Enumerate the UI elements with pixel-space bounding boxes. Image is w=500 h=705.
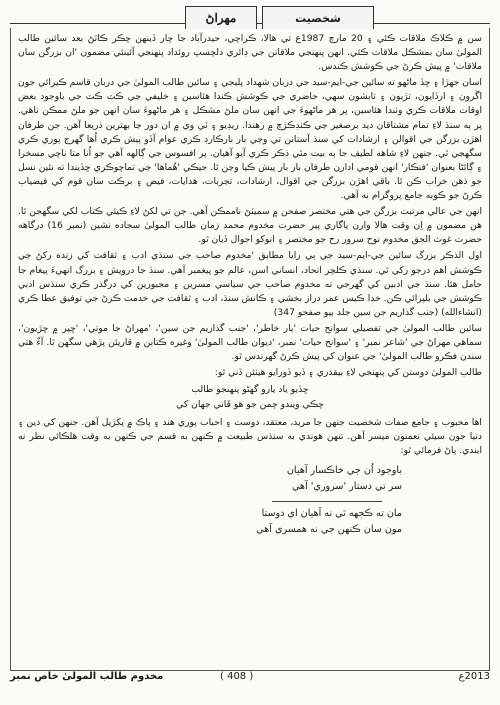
article-body	[18, 32, 482, 544]
issue-year: 2013ع	[458, 671, 490, 682]
verse-line: مان ته ڪجهه ٿي نه آهيان اي دوستا	[261, 507, 402, 519]
paragraph-3: انهن جي عالي مرتبت بزرگن جي هتي مختصر صفحن ۾ سميٽڻ ناممڪن آهي. جن تي لکڻ لاءِ ڪيئي ڪتاب لکي سگهجن ٿا. هن مضمون ۾ اِن وقت هالا وارن ياگاري پير حضرت مخدوم محمد زمان طالب المولىٰ سجاده نشين (نمبر 16) درگاهه حضرت غوث الحق مخدوم نوح سرور رح جو مختصر ۽ انوکو احوال ڏيان ٿو.	[18, 206, 482, 246]
verse-line: چڪي ويندو چمن جو هو ڦاني جهان کي	[176, 399, 324, 411]
magazine-logo-tab	[185, 6, 257, 29]
magazine-logo: مهراڻ	[205, 11, 237, 25]
paragraph-4: اول الذڪر بزرگ سائين جي-ايم-سيد جي ٻي رايا مطابق 'مخدوم صاحب جي سنڌي ادب ۽ ثقافت کي زنده رکڻ جي ڪوشش اهم درجو رکي ٿي. سنڌي ڪلچر اتحاد، انساني اسن، عالم جو پيغمبر آهي. سنڌ جا درويش ۽ بزرگ انهيءَ پيغام جا حامل هئا. سنڌ جي ادبين کي گهرجي ته مخدوم صاحب جي سياسي مسرين ۽ مجبورين کي درگذر ڪري سنڌس ادبي ڪوشش جي بلپرائي ڪن. خدا ڪيس عمر دراز بخشي ۽ ڪانش سنڌ، ادب ۽ ثقافت جي خدمت ڪرڻ جي توفيق عطا ڪري (انشاءالله) (جنب گذاريم جن سين جلد ٻيو صفحو 347)	[17, 250, 482, 318]
paragraph-5: سائين طالب المولىٰ جي تفصيلي سوانح حيات 'يار خاطر'، 'جنب گذاريم جن سين'، 'مهراڻ جا موتي'، 'ڇپر ۾ ڇڙيون'، سماهي مهراڻ جي 'شاعر نمبر' ۽ 'سوانح حيات' نمبر، 'ديوان طالب المولىٰ' وغيره ڪتابن ۾ قاريئن پڙهي سگهن ٿا. آءٌ هتي سندن فڪرو طالب المولىٰ' جي عنوان کي پيش ڪرڻ گهرندس ٿو.	[18, 322, 482, 363]
verse-line: سر تي دستار 'سروري' آهي	[291, 480, 402, 492]
page-footer	[10, 671, 490, 691]
verse-line: باوجود اُن جي خاڪسار آهيان	[286, 464, 402, 476]
paragraph-7: اها محبوب ۽ جامع صفات شخصيت جنهن جا مريد، معتقد، دوست ۽ احباب پوري هند ۽ پاڪ ۾ پکڙيل آهن. جنهن کي دين ۽ دنيا جون سيئي نعمتون ميسر آهن. تنهن هوندي به سنڌس طبيعت ۾ ڪنهن به قسم جي ڪنهن به وقت هلڪائي نظر نه ايندي. پاڻ فرمائي ٿو:	[18, 417, 482, 457]
paragraph-6: طالب المولىٰ دوستن کي پنهنجي لاءِ بيقدري ۽ ڏيو ڏورايو هيٺئن ڏني ٿو:	[214, 367, 482, 379]
issue-title: مخدوم طالب المولىٰ خاص نمبر	[10, 671, 164, 682]
section-title: شخصيت	[295, 11, 341, 25]
verse-stanza-1	[18, 463, 482, 495]
verse-line: مون سان ڪنهن جي نه همسري آهي	[256, 523, 402, 535]
paragraph-2: اسان جهڙا ۽ ڇڏ ماڻهو ته سائين جي-ايم-سيد جي دربان شهداد پليجي ۽ سائين طالب المولىٰ جي دربان قاسم ڪيرائي جون اڱرون ۽ ارڏايون، تڙيون ۽ تابشون سهي، حاضري جي ڪوشش ڪندا هئاسين ۽ خليفي جي ڪٽ ڪٽ جي باوجود بعض اوقات ملاقات ڪري وٺندا هئاسين، پر هر ماڻهوءَ جي انهن سان ملڻ مشڪل ۽ هر ماڻهوءَ سان انهن جو ملڻ ممڪن ناهي. پر ٻه سنڌ لاءِ تمام مشتاقان ديد برصغير جي ڪنڊڪڙڇ ۾ رهندا. ريڊيو ۽ ٽي وي ۾ ان دور جا بهترين ذريعا آهن. جن طرفان اهڙن بزرگن جي اقوالن ۽ ارشادات کي سنڌ آستانن تي وڃي بار بارڪارڊ ڪري عوام آڏو پيش ڪري اُها گهرج پوري ڪري سگهجي ٿي. جنهن لاءِ شاهه لطيف جا ٻه بيت مٿي ذڪر ڪري آيو آهيان. پر افسوس جي ڳالهه آهي جو اُنا متا ناچي مسخرا ۽ ڳائڻا بعنوان 'فنڪار' انهن قومي ادارن طرفان بار بار پيش ڪيا وڃن ٿا. جيڪي 'هُماها' جي تماچوڪري ڇڏيندا ته نئين نسل جو ذهن خراب ڪن ٿا. باقي اهڙن بزرگن جي اقوال، ارشادات، تجربات، هدايات، فيض ۽ برڪت سان قوم کي فيضياب ڪرڻ جو ڪوبه جامع پروگرام نه آهي.	[18, 77, 482, 202]
paragraph-1: سن ۾ ڪلاڪ ملاقات ڪئي ۽ 20 مارچ 1987ع تي هالا، ڪراچي، حيدرآباد جا چار ڏينهن چڪر ڪاٽڻ بعد سائين طالب المولىٰ سان بمشڪل ملاقات ڪئي. انهن پنهنجي ملاقاتن جي ڊائري دلچسپ روئداد پنهنجي آئينئي مضمون 'ان بزرگن سان ملاقات' ۾ پيش ڪرڻ جي ڪوشش ڪندس.	[18, 33, 482, 73]
verse-stanza-2	[18, 506, 482, 538]
verse-line: ڇڏيو ياد يارو گهڻو پنهنجو طالب	[191, 384, 309, 396]
page-number: ( 408 )	[220, 671, 254, 682]
verse-divider	[272, 501, 382, 502]
verse-couplet-1	[18, 382, 482, 412]
section-tab	[262, 6, 374, 29]
